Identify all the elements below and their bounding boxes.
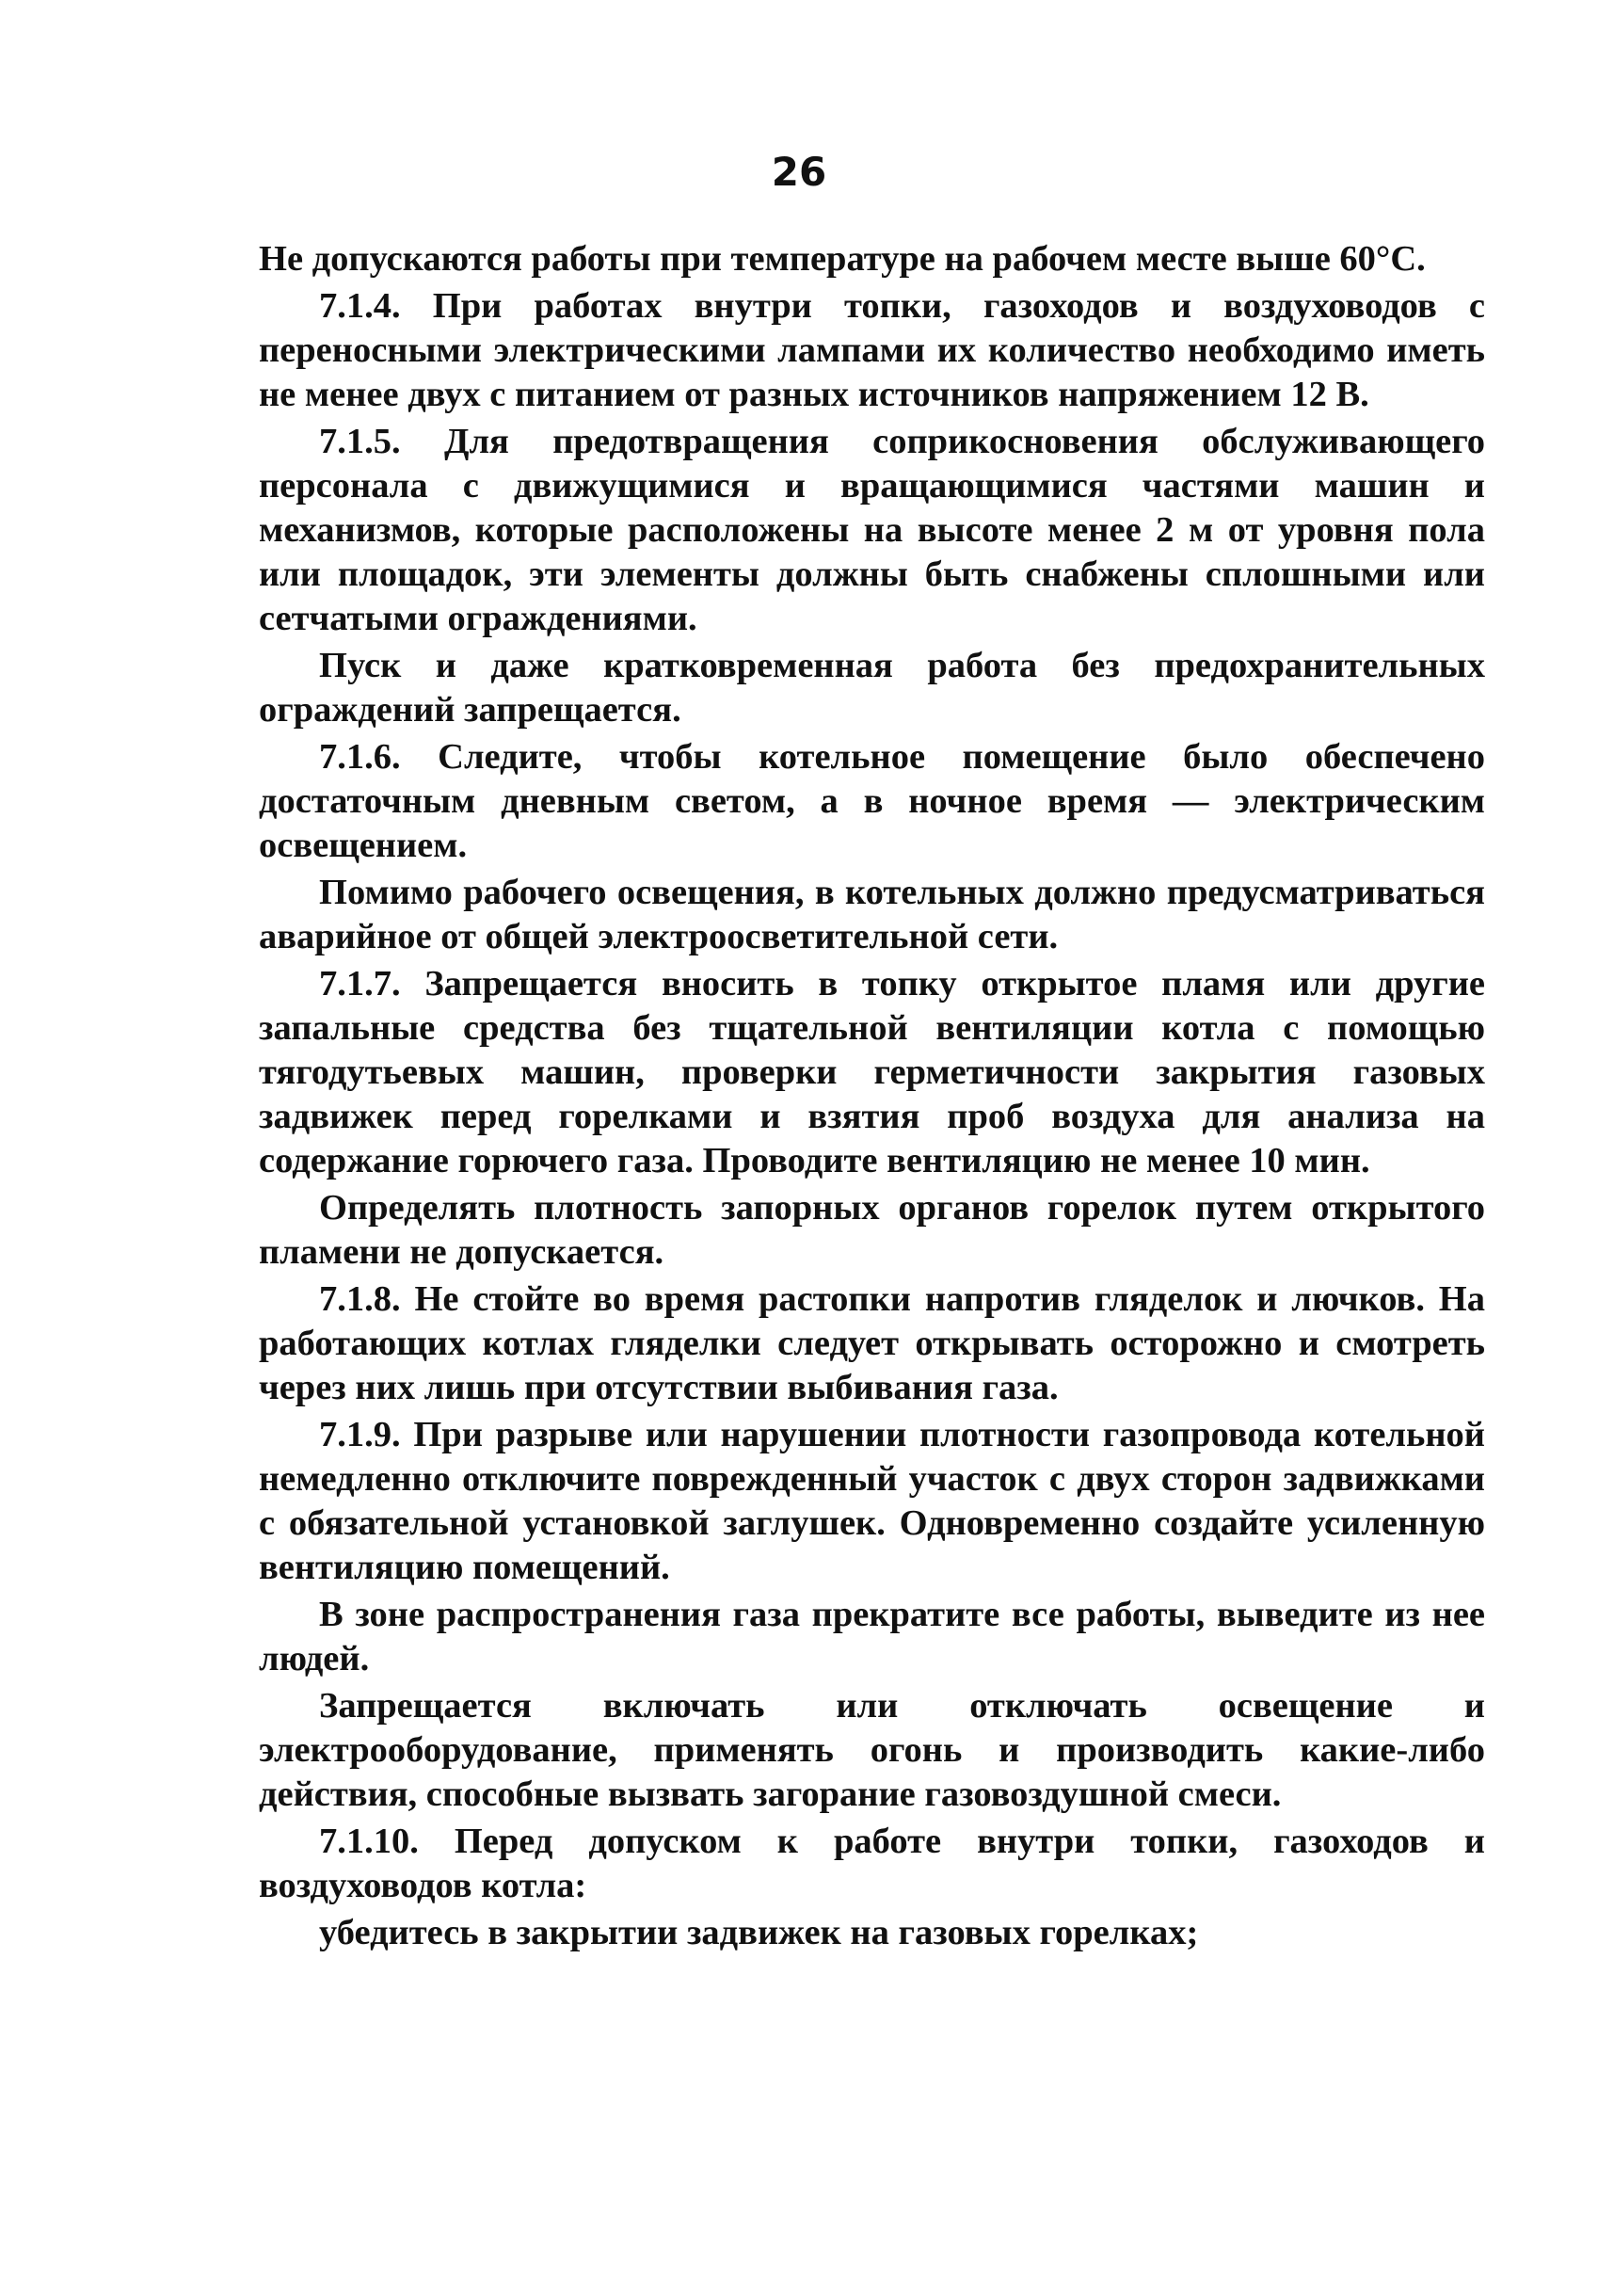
paragraph-emergency-lighting: Помимо рабочего освещения, в котельных должно предусматриваться аварийное от общей электроосветительной сети. bbox=[259, 873, 1485, 956]
paragraph-7-1-4: 7.1.4. При работах внутри топки, газоходов и воздуховодов с переносными электрическими лампами их количество необходимо иметь не менее двух с питанием от разных источников напряжением 12 В. bbox=[259, 286, 1485, 414]
document-body bbox=[259, 237, 1485, 1958]
paragraph-7-1-6: 7.1.6. Следите, чтобы котельное помещение было обеспечено достаточным дневным светом, а в ночное время — электрическим освещением. bbox=[259, 737, 1485, 865]
paragraph-7-1-8: 7.1.8. Не стойте во время растопки напротив гляделок и лючков. На работающих котлах гляделки следует открывать осторожно и смотреть через них лишь при отсутствии выбивания газа. bbox=[259, 1279, 1485, 1407]
paragraph-7-1-9: 7.1.9. При разрыве или нарушении плотности газопровода котельной немедленно отключите поврежденный участок с двух сторон задвижками с обязательной установкой заглушек. Одновременно создайте усиленную вентиляцию помещений. bbox=[259, 1415, 1485, 1587]
paragraph-guard-prohibition: Пуск и даже кратковременная работа без предохранительных ограждений запрещается. bbox=[259, 646, 1485, 730]
paragraph-7-1-7: 7.1.7. Запрещается вносить в топку открытое пламя или другие запальные средства без тщательной вентиляции котла с помощью тягодутьевых машин, проверки герметичности закрытия газовых задвижек перед горелками и взятия проб воздуха для анализа на содержание горючего газа. Проводите вентиляцию не менее 10 мин. bbox=[259, 964, 1485, 1180]
paragraph-list-item: убедитесь в закрытии задвижек на газовых горелках; bbox=[319, 1913, 1199, 1952]
page-number: 26 bbox=[771, 149, 827, 195]
paragraph-7-1-5: 7.1.5. Для предотвращения соприкосновения обслуживающего персонала с движущимися и вращающимися частями машин и механизмов, которые расположены на высоте менее 2 м от уровня пола или площадок, эти элементы должны быть снабжены сплошными или сетчатыми ограждениями. bbox=[259, 422, 1485, 638]
paragraph-flame-test: Определять плотность запорных органов горелок путем открытого пламени не допускается. bbox=[259, 1188, 1485, 1272]
paragraph-7-1-10: 7.1.10. Перед допуском к работе внутри топки, газоходов и воздуховодов котла: bbox=[259, 1822, 1485, 1905]
paragraph-gas-zone: В зоне распространения газа прекратите все работы, выведите из нее людей. bbox=[259, 1595, 1485, 1678]
paragraph-ignition-prohibition: Запрещается включать или отключать освещение и электрооборудование, применять огонь и производить какие-либо действия, способные вызвать загорание газовоздушной смеси. bbox=[259, 1686, 1485, 1814]
paragraph-continuation: Не допускаются работы при температуре на рабочем месте выше 60°С. bbox=[259, 239, 1426, 279]
